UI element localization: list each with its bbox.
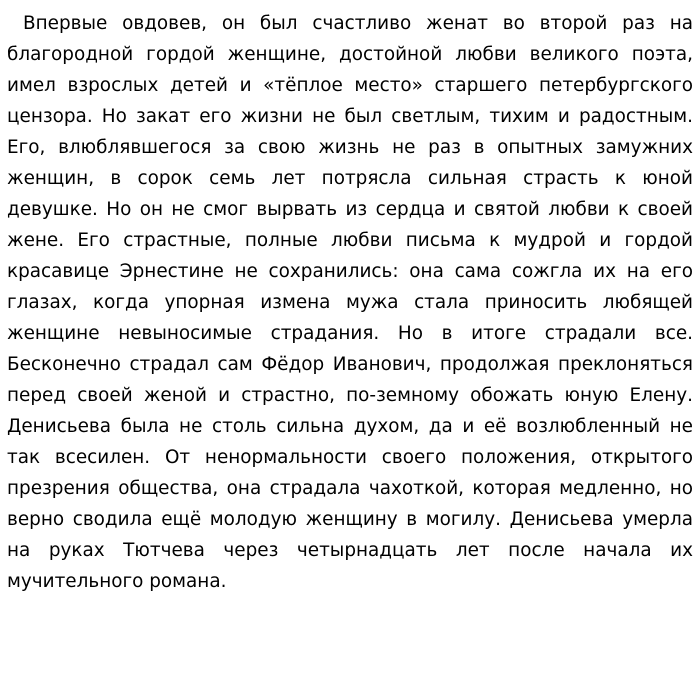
document-page	[7, 8, 693, 597]
body-paragraph: Впервые овдовев, он был счастливо женат во второй раз на благородной гордой женщине, достойной любви великого поэта, имел взрослых детей и «тёплое место» старшего петербургского цензора. Но закат его жизни не был светлым, тихим и радостным. Его, влюблявшегося за свою жизнь не раз в опытных замужних женщин, в сорок семь лет потрясла сильная страсть к юной девушке. Но он не смог вырвать из сердца и святой любви к своей жене. Его страстные, полные любви письма к мудрой и гордой красавице Эрнестине не сохранились: она сама сожгла их на его глазах, когда упорная измена мужа стала приносить любящей женщине невыносимые страдания. Но в итоге страдали все. Бесконечно страдал сам Фёдор Иванович, продолжая преклоняться перед своей женой и страстно, по-земному обожать юную Елену. Денисьева была не столь сильна духом, да и её возлюбленный не так всесилен. От ненормальности своего положения, открытого презрения общества, она страдала чахоткой, которая медленно, но верно сводила ещё молодую женщину в могилу. Денисьева умерла на руках Тютчева через четырнадцать лет после начала их мучительного романа.	[7, 13, 693, 592]
